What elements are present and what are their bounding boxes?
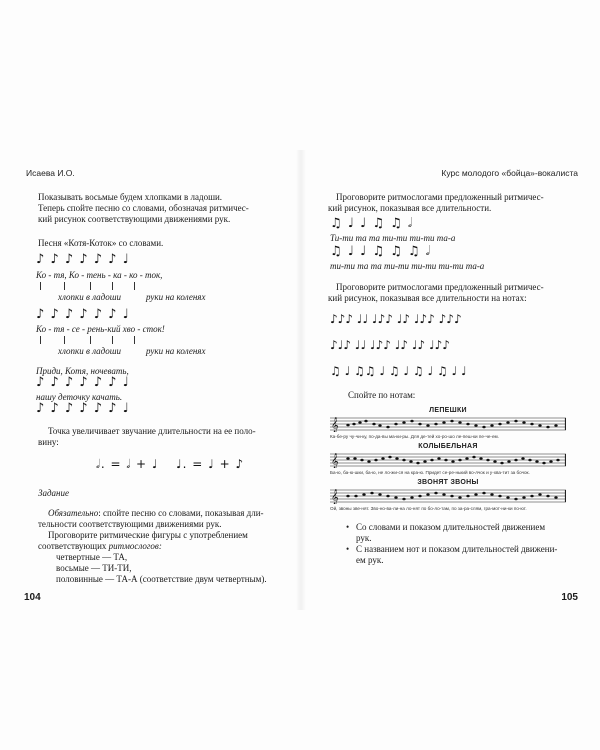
song3-title: ЗВОНЯТ ЗВОНЫ (417, 479, 479, 486)
dot-rule-line1: Точка увеличивает звучание длительности на ее поло- (48, 426, 256, 436)
task-label: Обязательно (48, 508, 99, 518)
intro-line1: Проговорите ритмослогами предложенный ритмичес- (336, 192, 544, 202)
para2-line2: кий рисунок, показывая все длительности на нотах: (328, 293, 527, 303)
list-item-quarter: четвертные — ТА, (56, 552, 128, 562)
verse-line1-notes: ♪ ♪ ♪ ♪ ♪ ♪ ♩ (36, 375, 130, 390)
tick-mark (90, 282, 91, 290)
bullet2-line2: ем рук. (356, 555, 384, 565)
para1-line1: Показывать восьмые будем хлопками в ладоши. (38, 192, 223, 202)
song1-lyrics: Ка-бе-ру чу-чи-ку, по-да-вы ма-ки-ры. Для де-тей хо-ро-шо ле-пеш-ки пе-че-ем. (330, 434, 499, 439)
tick-mark (112, 282, 113, 290)
verse-line2-notes: ♪ ♪ ♪ ♪ ♪ ♪ ♩ (36, 401, 130, 416)
song3-lyrics: Ой, звоны зве-нят. Зво-но-ва-ли-на ло-нят по бо-ло-там, по за-ра-слям, гра-мот-ни-ки по-ют. (330, 506, 527, 511)
verse-line2: нашу деточку качать. (36, 392, 123, 402)
tick-mark (90, 336, 91, 344)
song2-staff (330, 452, 566, 468)
bullet-dot: • (346, 544, 350, 554)
tick-mark (134, 282, 135, 290)
tick-mark (64, 336, 65, 344)
task-line2: тельности соответствующими движениями рук. (38, 519, 222, 529)
task-line4 (38, 541, 162, 552)
dot-rule-line2: вину: (38, 437, 59, 447)
task-line4-text: соответствующих (38, 541, 109, 551)
song2-title: КОЛЫБЕЛЬНАЯ (418, 443, 478, 450)
rhythm-row2: ♪♩♪ ♩♩ ♩♪♪ ♩♪ ♩♪ ♩♪♪ (330, 338, 450, 352)
song-title: Песня «Котя-Коток» со словами. (38, 238, 164, 248)
sing-intro: Спойте по нотам: (348, 390, 416, 400)
song-line2-notes: ♪ ♪ ♪ ♪ ♪ ♪ ♩ (36, 307, 130, 322)
song-line1-syllables: Ко - тя, Ко - тень - ка - ко - ток, (36, 270, 163, 280)
para1-line3: кий рисунок соответствующими движениями рук. (38, 214, 231, 224)
gesture2-left: хлопки в ладоши (58, 346, 122, 356)
rhythm2-syllables: ти-ти та та ти-ти ти-ти ти-ти та-а (330, 261, 485, 271)
list-item-half: половинные — ТА-А (соответствие двум четвертным). (56, 574, 267, 584)
song1-title: ЛЕПЕШКИ (429, 407, 467, 414)
intro-line2: кий рисунок, показывая все длительности. (328, 203, 492, 213)
bullet-dot: • (346, 522, 350, 532)
svg-text:𝄞: 𝄞 (331, 490, 339, 504)
song-line1-notes: ♪ ♪ ♪ ♪ ♪ ♪ ♩ (36, 252, 130, 267)
bullet1-line1: Со словами и показом длительностей движением (356, 522, 546, 532)
left-page (26, 168, 288, 608)
task-line3: Проговорите ритмические фигуры с употреблением (48, 530, 248, 540)
svg-text:𝄞: 𝄞 (331, 418, 339, 432)
task-line1-text: : спойте песню со словами, показывая дли- (98, 508, 264, 518)
dotted-half-formula: 𝅗𝅥. = 𝅗𝅥 + ♩ (96, 457, 159, 471)
dotted-quarter-formula: ♩. = ♩ + ♪ (176, 457, 245, 471)
right-page (316, 168, 578, 608)
book-gutter (296, 150, 306, 610)
rhythm-row1: ♪♪♪ ♩♩ ♩♪♪ ♩♪ ♩♪♪ ♪♪♪ (330, 312, 462, 326)
tick-mark (134, 336, 135, 344)
list-item-eighth: восьмые — ТИ-ТИ, (56, 563, 132, 573)
task-line4-italic: ритмослогов: (108, 541, 162, 551)
rhythm1-syllables: Ти-ти та та ти-ти ти-ти та-а (330, 233, 456, 243)
song-line2-syllables: Ко - тя - се - рень-кий хво - сток! (36, 324, 165, 334)
task-heading: Задание (38, 488, 69, 498)
task-line1 (48, 508, 264, 519)
gesture1-left: хлопки в ладоши (58, 292, 122, 302)
rhythm1-notes: ♫ ♩ ♩ ♫ ♫ 𝅗𝅥 (330, 216, 414, 231)
svg-text:𝄞: 𝄞 (331, 454, 339, 468)
right-running-head: Курс молодого «бойца»-вокалиста (441, 168, 578, 178)
tick-mark (40, 336, 41, 344)
para2-line1: Проговорите ритмослогами предложенный ритмичес- (336, 282, 544, 292)
tick-mark (64, 282, 65, 290)
rhythm-row3: ♫ ♩ ♫♫ ♩ ♫ ♩ ♫ ♩ ♫ ♩ ♩ (330, 364, 467, 378)
song2-lyrics: Ба-ю, ба-ю-шки, ба-ю, не ло-жи-ся на кра-ю. Придет се-ре-нький во-лчок и у-хва-тит за бочок. (330, 470, 530, 475)
song3-staff (330, 488, 566, 504)
left-running-head: Исаева И.О. (26, 168, 75, 178)
para1-line2: Теперь спойте песню со словами, обозначая ритмичес- (38, 203, 249, 213)
tick-mark (40, 282, 41, 290)
rhythm2-notes: ♫ ♩ ♩ ♫ ♫ ♫ 𝅗𝅥 (330, 244, 431, 259)
gesture2-right: руки на коленях (146, 346, 206, 356)
song1-staff (330, 416, 566, 432)
right-page-number: 105 (561, 592, 578, 603)
tick-mark (112, 336, 113, 344)
bullet2-line1: С названием нот и показом длительностей движени- (356, 544, 558, 554)
left-page-number: 104 (24, 592, 41, 603)
verse-line1: Приди, Котя, ночевать, (36, 366, 129, 376)
gesture1-right: руки на коленях (146, 292, 206, 302)
bullet1-line2: рук. (356, 533, 372, 543)
